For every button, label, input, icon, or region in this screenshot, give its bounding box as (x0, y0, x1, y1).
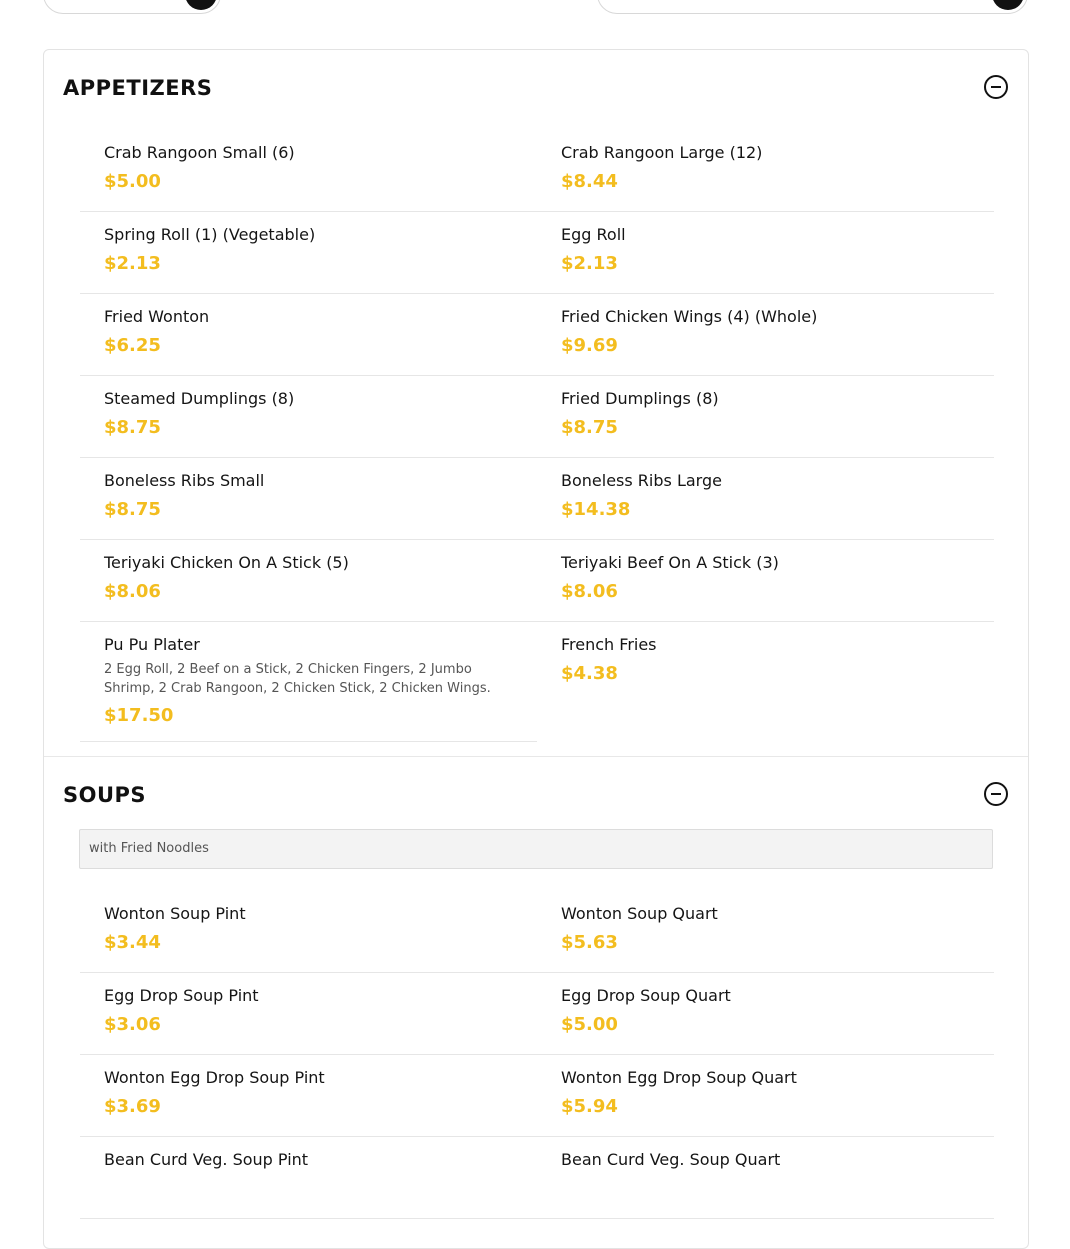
item-name: Fried Chicken Wings (4) (Whole) (561, 307, 818, 326)
item-name: Crab Rangoon Large (12) (561, 143, 763, 162)
item-name: Teriyaki Chicken On A Stick (5) (104, 553, 349, 572)
minus-circle-icon[interactable] (984, 782, 1008, 806)
menu-item[interactable] (80, 973, 537, 1055)
item-price: $3.69 (104, 1096, 161, 1117)
item-name: Boneless Ribs Large (561, 471, 722, 490)
item-price: $14.38 (561, 499, 631, 520)
menu-item[interactable] (537, 540, 994, 622)
menu-item[interactable] (80, 891, 537, 973)
section-appetizers (44, 50, 1028, 756)
menu-item[interactable] (80, 458, 537, 540)
section-header-soups[interactable] (44, 757, 1028, 837)
menu-item[interactable] (80, 540, 537, 622)
item-name: Boneless Ribs Small (104, 471, 265, 490)
search-bar[interactable] (597, 0, 1028, 14)
item-name: Teriyaki Beef On A Stick (3) (561, 553, 779, 572)
item-name: Wonton Soup Pint (104, 904, 246, 923)
item-price: $8.06 (561, 581, 618, 602)
section-note: with Fried Noodles (79, 829, 993, 869)
item-price: $17.50 (104, 705, 174, 726)
menu-item[interactable] (80, 294, 537, 376)
menu-item[interactable] (80, 130, 537, 212)
circle-button-icon[interactable] (185, 0, 217, 10)
item-name: Egg Drop Soup Pint (104, 986, 259, 1005)
appetizers-grid (80, 130, 992, 742)
top-controls (0, 0, 1070, 20)
item-name: Fried Wonton (104, 307, 210, 326)
item-price: $5.00 (104, 171, 161, 192)
item-price: $8.75 (104, 499, 161, 520)
item-price: $3.44 (104, 932, 161, 953)
item-price: $4.38 (561, 663, 618, 684)
item-price: $8.06 (104, 581, 161, 602)
menu-item[interactable] (537, 1137, 994, 1219)
item-price: $2.13 (104, 253, 161, 274)
item-name: Egg Drop Soup Quart (561, 986, 731, 1005)
soups-grid (80, 891, 992, 1219)
menu-item[interactable] (537, 130, 994, 212)
menu-item[interactable] (537, 458, 994, 540)
item-name: French Fries (561, 635, 657, 654)
menu-item[interactable] (537, 376, 994, 458)
section-soups (44, 756, 1028, 1219)
item-price: $5.00 (561, 1014, 618, 1035)
menu-item[interactable] (80, 376, 537, 458)
menu-item[interactable] (537, 891, 994, 973)
menu-item[interactable] (80, 1137, 537, 1219)
section-header-appetizers[interactable] (44, 50, 1028, 130)
item-price: $8.44 (561, 171, 618, 192)
item-name: Crab Rangoon Small (6) (104, 143, 295, 162)
item-description: 2 Egg Roll, 2 Beef on a Stick, 2 Chicken Fingers, 2 Jumbo Shrimp, 2 Crab Rangoon, 2 Chicken Stick, 2 Chicken Wings. (104, 662, 491, 696)
arrow-right-icon (1001, 0, 1015, 1)
item-name: Spring Roll (1) (Vegetable) (104, 225, 316, 244)
menu-list (43, 49, 1029, 1249)
item-price: $9.69 (561, 335, 618, 356)
item-price: $2.13 (561, 253, 618, 274)
menu-item[interactable] (80, 212, 537, 294)
item-price: $5.63 (561, 932, 618, 953)
item-name: Bean Curd Veg. Soup Quart (561, 1150, 781, 1169)
item-name: Wonton Soup Quart (561, 904, 718, 923)
menu-item[interactable] (80, 1055, 537, 1137)
item-price: $3.06 (104, 1014, 161, 1035)
item-name: Egg Roll (561, 225, 626, 244)
item-name: Wonton Egg Drop Soup Pint (104, 1068, 325, 1087)
menu-item[interactable] (537, 294, 994, 376)
section-title: SOUPS (63, 783, 147, 807)
menu-item[interactable] (537, 1055, 994, 1137)
menu-item[interactable] (537, 973, 994, 1055)
menu-item[interactable] (537, 622, 994, 742)
item-name: Fried Dumplings (8) (561, 389, 719, 408)
item-price: $8.75 (561, 417, 618, 438)
section-title: APPETIZERS (63, 76, 213, 100)
minus-circle-icon[interactable] (984, 75, 1008, 99)
category-select[interactable] (43, 0, 221, 14)
item-price: $5.94 (561, 1096, 618, 1117)
item-price: $6.25 (104, 335, 161, 356)
menu-item[interactable] (80, 622, 537, 742)
item-name: Wonton Egg Drop Soup Quart (561, 1068, 797, 1087)
item-name: Bean Curd Veg. Soup Pint (104, 1150, 309, 1169)
search-submit-button[interactable] (992, 0, 1024, 10)
item-price: $8.75 (104, 417, 161, 438)
menu-item[interactable] (537, 212, 994, 294)
item-name: Steamed Dumplings (8) (104, 389, 295, 408)
item-name: Pu Pu Plater (104, 635, 200, 654)
